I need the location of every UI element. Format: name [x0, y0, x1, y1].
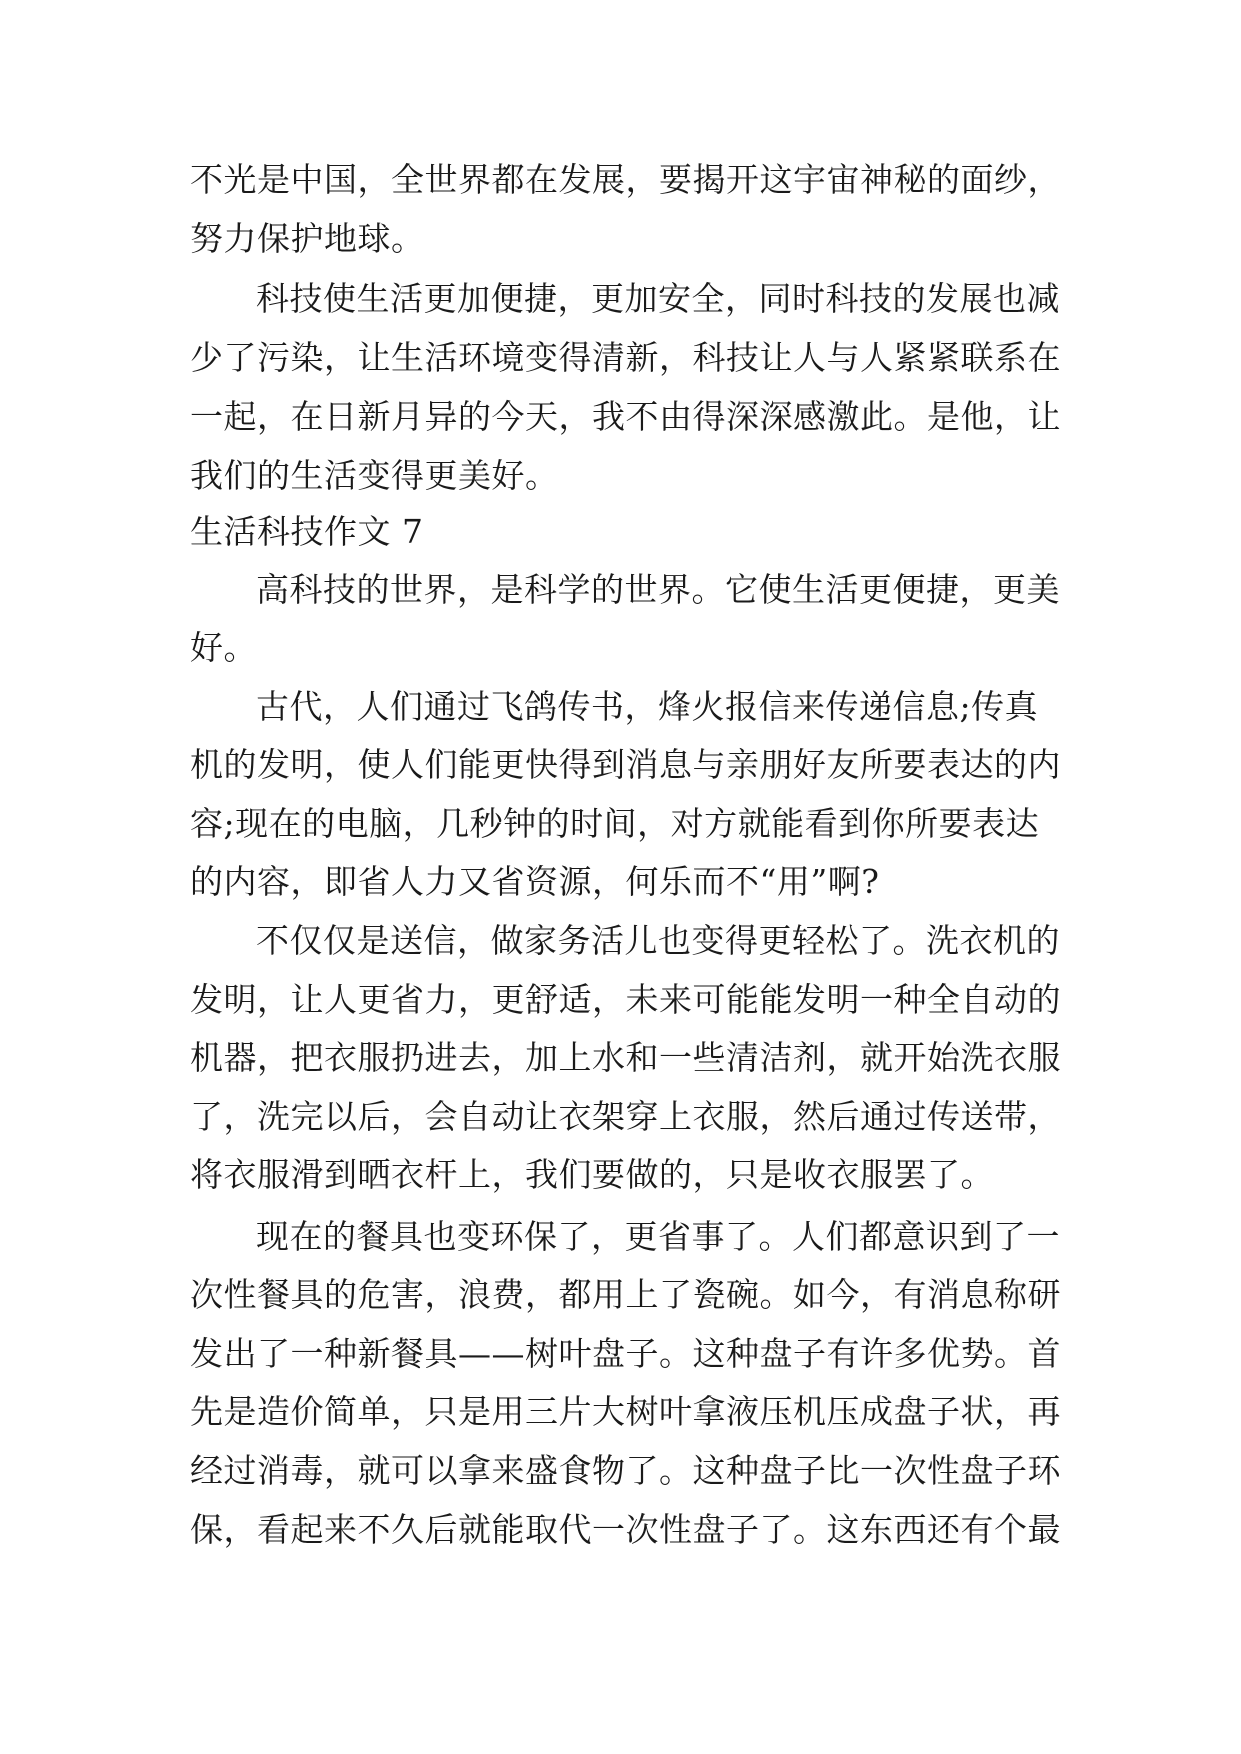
text-line: 机的发明，使人们能更快得到消息与亲朋好友所要表达的内 [190, 745, 1061, 784]
paragraph-start-line: 高科技的世界，是科学的世界。它使生活更便捷，更美 [256, 570, 1060, 609]
text-line: 努力保护地球。 [190, 219, 425, 258]
text-line: 先是造价简单，只是用三片大树叶拿液压机压成盘子状，再 [190, 1392, 1061, 1431]
text-line: 发出了一种新餐具——树叶盘子。这种盘子有许多优势。首 [190, 1334, 1061, 1373]
paragraph-start-line: 不仅仅是送信，做家务活儿也变得更轻松了。洗衣机的 [256, 921, 1060, 960]
paragraph-start-line: 古代，人们通过飞鸽传书，烽火报信来传递信息;传真 [256, 687, 1039, 726]
paragraph-start-line: 科技使生活更加便捷，更加安全，同时科技的发展也减 [256, 279, 1060, 318]
text-line: 将衣服滑到晒衣杆上，我们要做的，只是收衣服罢了。 [190, 1155, 994, 1194]
text-line: 经过消毒，就可以拿来盛食物了。这种盘子比一次性盘子环 [190, 1451, 1061, 1490]
text-line: 我们的生活变得更美好。 [190, 456, 559, 495]
text-line: 一起，在日新月异的今天，我不由得深深感激此。是他，让 [190, 397, 1061, 436]
text-line: 次性餐具的危害，浪费，都用上了瓷碗。如今，有消息称研 [190, 1275, 1061, 1314]
section-heading: 生活科技作文 7 [190, 512, 424, 551]
paragraph-start-line: 现在的餐具也变环保了，更省事了。人们都意识到了一 [256, 1217, 1060, 1256]
text-line: 了，洗完以后，会自动让衣架穿上衣服，然后通过传送带， [190, 1097, 1061, 1136]
text-line: 的内容，即省人力又省资源，何乐而不“用”啊? [190, 862, 880, 901]
text-line: 保，看起来不久后就能取代一次性盘子了。这东西还有个最 [190, 1510, 1061, 1549]
text-line: 发明，让人更省力，更舒适，未来可能能发明一种全自动的 [190, 980, 1061, 1019]
text-line: 好。 [190, 628, 257, 667]
text-line: 容;现在的电脑，几秒钟的时间，对方就能看到你所要表达 [190, 804, 1040, 843]
text-line: 机器，把衣服扔进去，加上水和一些清洁剂，就开始洗衣服 [190, 1038, 1061, 1077]
text-line: 不光是中国，全世界都在发展，要揭开这宇宙神秘的面纱， [190, 160, 1061, 199]
text-line: 少了污染，让生活环境变得清新，科技让人与人紧紧联系在 [190, 338, 1061, 377]
